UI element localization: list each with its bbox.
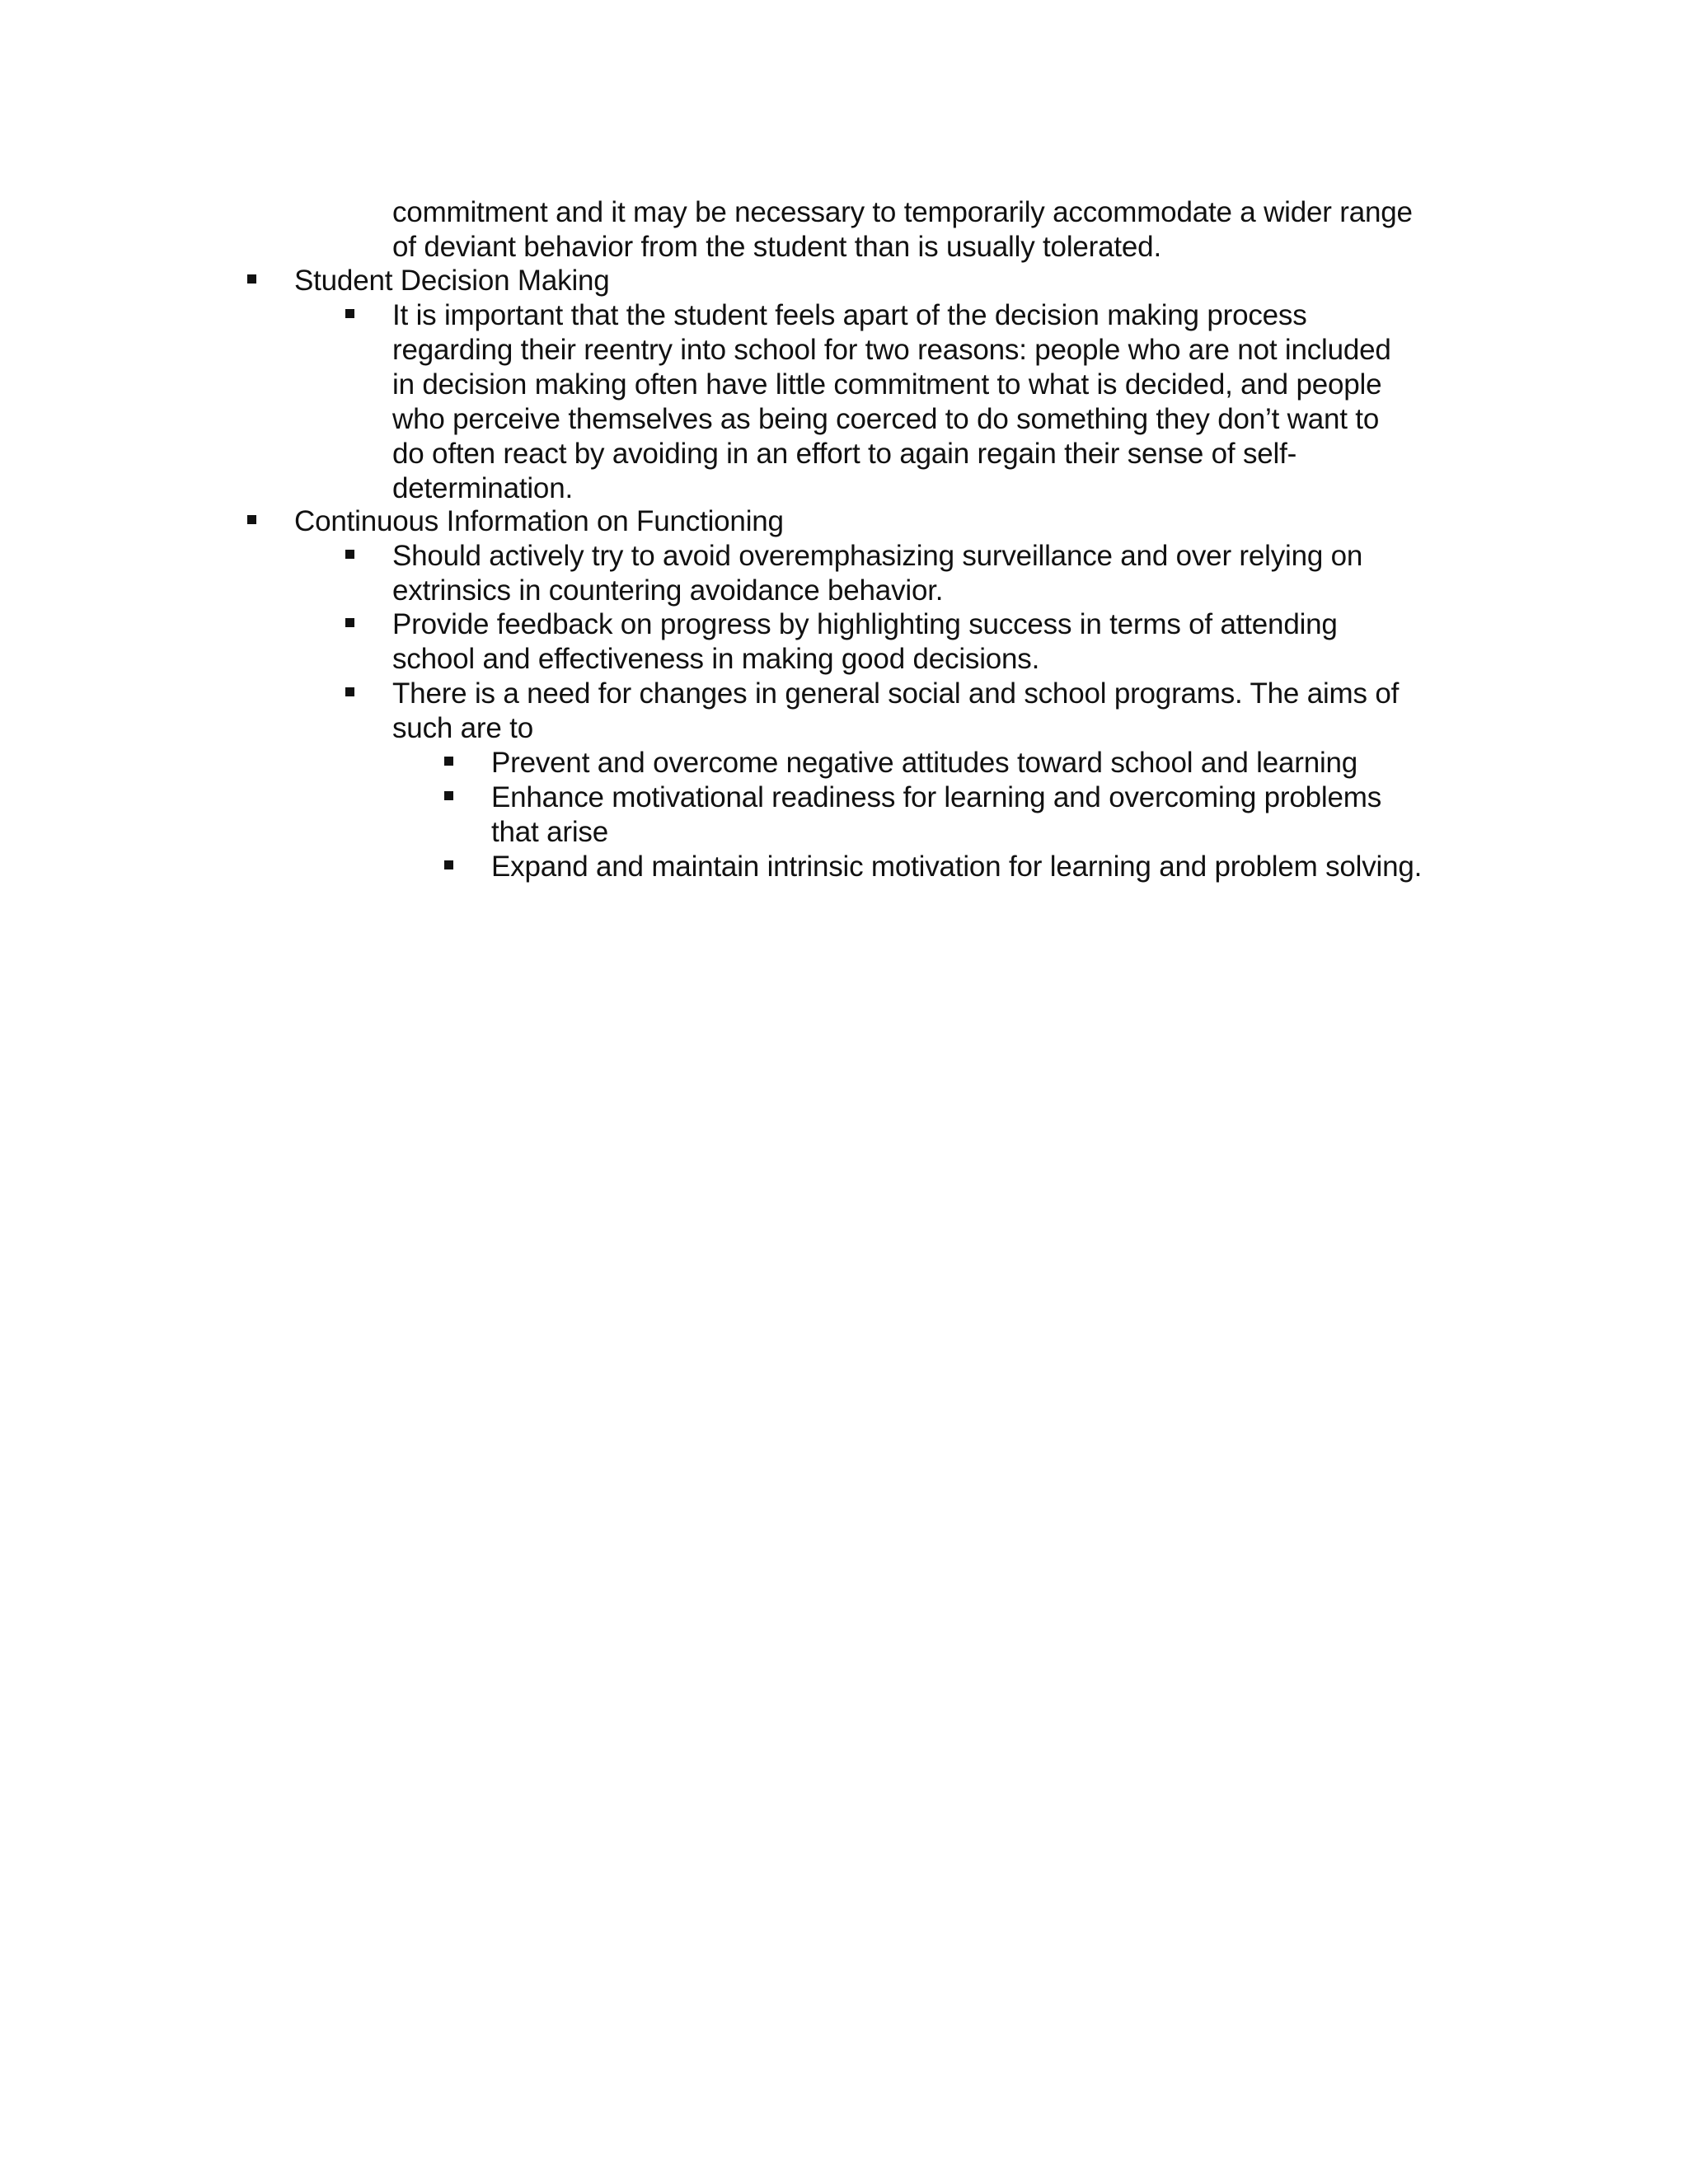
square-bullet-icon	[345, 618, 354, 627]
list-item-line: There is a need for changes in general social and school programs. The aims of	[392, 677, 1400, 710]
square-bullet-icon	[247, 515, 256, 524]
sub-list-item-line: that arise	[491, 816, 608, 848]
list-item-line: Should actively try to avoid overemphasizing surveillance and over relying on	[392, 540, 1363, 572]
list-item-line: determination.	[392, 472, 573, 504]
list-item-line: extrinsics in countering avoidance behavior.	[392, 574, 944, 607]
list-item-line: It is important that the student feels apart of the decision making process	[392, 299, 1307, 331]
square-bullet-icon	[444, 791, 453, 800]
square-bullet-icon	[345, 687, 354, 696]
square-bullet-icon	[345, 309, 354, 318]
square-bullet-icon	[444, 757, 453, 766]
continuation-line: of deviant behavior from the student than is usually tolerated.	[392, 231, 1161, 263]
sub-list-item-line: Enhance motivational readiness for learning and overcoming problems	[491, 781, 1381, 813]
list-item-line: school and effectiveness in making good decisions.	[392, 643, 1040, 675]
list-item-line: in decision making often have little commitment to what is decided, and people	[392, 368, 1382, 401]
continuation-line: commitment and it may be necessary to temporarily accommodate a wider range	[392, 196, 1413, 228]
list-item-line: Provide feedback on progress by highlighting success in terms of attending	[392, 608, 1338, 640]
list-item-line: do often react by avoiding in an effort to again regain their sense of self-	[392, 438, 1297, 470]
square-bullet-icon	[247, 274, 256, 284]
square-bullet-icon	[444, 860, 453, 869]
section-heading: Continuous Information on Functioning	[294, 505, 784, 537]
sub-list-item-line: Expand and maintain intrinsic motivation for learning and problem solving.	[491, 851, 1423, 883]
list-item-line: who perceive themselves as being coerced to do something they don’t want to	[392, 403, 1380, 435]
section-heading: Student Decision Making	[294, 265, 610, 297]
list-item-line: regarding their reentry into school for two reasons: people who are not included	[392, 334, 1391, 366]
square-bullet-icon	[345, 550, 354, 559]
list-item-line: such are to	[392, 712, 533, 744]
sub-list-item-line: Prevent and overcome negative attitudes toward school and learning	[491, 747, 1358, 779]
